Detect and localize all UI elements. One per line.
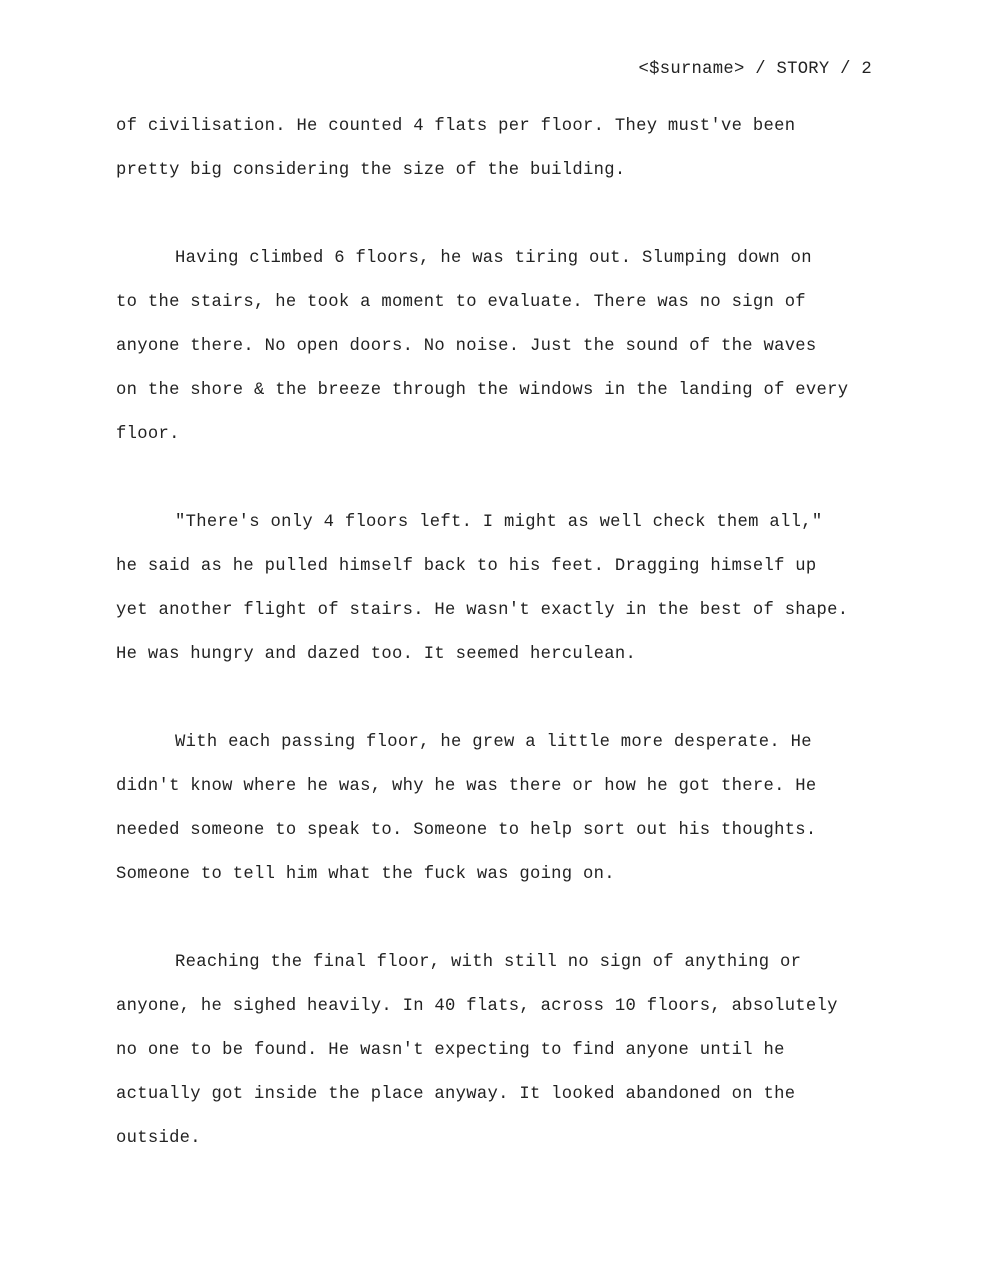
paragraph xyxy=(116,721,876,897)
text-line-first: "There's only 4 floors left. I might as well check them all," xyxy=(175,513,823,532)
story-body xyxy=(116,105,876,1161)
paragraph-continuation xyxy=(116,105,876,193)
text-line: of civilisation. He counted 4 flats per floor. They must've been xyxy=(116,117,796,136)
text-line: needed someone to speak to. Someone to help sort out his thoughts. xyxy=(116,821,817,840)
text-line: pretty big considering the size of the building. xyxy=(116,161,626,180)
text-line: floor. xyxy=(116,425,180,444)
paragraph-spacer xyxy=(116,193,876,237)
paragraph-spacer xyxy=(116,457,876,501)
text-line: on the shore & the breeze through the windows in the landing of every xyxy=(116,381,849,400)
paragraph xyxy=(116,237,876,457)
text-line: yet another flight of stairs. He wasn't exactly in the best of shape. xyxy=(116,601,849,620)
text-line: actually got inside the place anyway. It looked abandoned on the xyxy=(116,1085,796,1104)
text-line: Someone to tell him what the fuck was going on. xyxy=(116,865,615,884)
text-line-first: Reaching the final floor, with still no sign of anything or xyxy=(175,953,802,972)
text-line-first: With each passing floor, he grew a little more desperate. He xyxy=(175,733,812,752)
text-line: He was hungry and dazed too. It seemed herculean. xyxy=(116,645,637,664)
text-line: anyone, he sighed heavily. In 40 flats, across 10 floors, absolutely xyxy=(116,997,838,1016)
text-line: outside. xyxy=(116,1129,201,1148)
paragraph xyxy=(116,501,876,677)
paragraph-spacer xyxy=(116,677,876,721)
text-line: anyone there. No open doors. No noise. Just the sound of the waves xyxy=(116,337,817,356)
text-line-first: Having climbed 6 floors, he was tiring out. Slumping down on xyxy=(175,249,812,268)
text-line: didn't know where he was, why he was there or how he got there. He xyxy=(116,777,817,796)
paragraph xyxy=(116,941,876,1161)
text-line: to the stairs, he took a moment to evaluate. There was no sign of xyxy=(116,293,806,312)
text-line: he said as he pulled himself back to his feet. Dragging himself up xyxy=(116,557,817,576)
running-head: <$surname> / STORY / 2 xyxy=(638,60,872,79)
paragraph-spacer xyxy=(116,897,876,941)
text-line: no one to be found. He wasn't expecting to find anyone until he xyxy=(116,1041,785,1060)
